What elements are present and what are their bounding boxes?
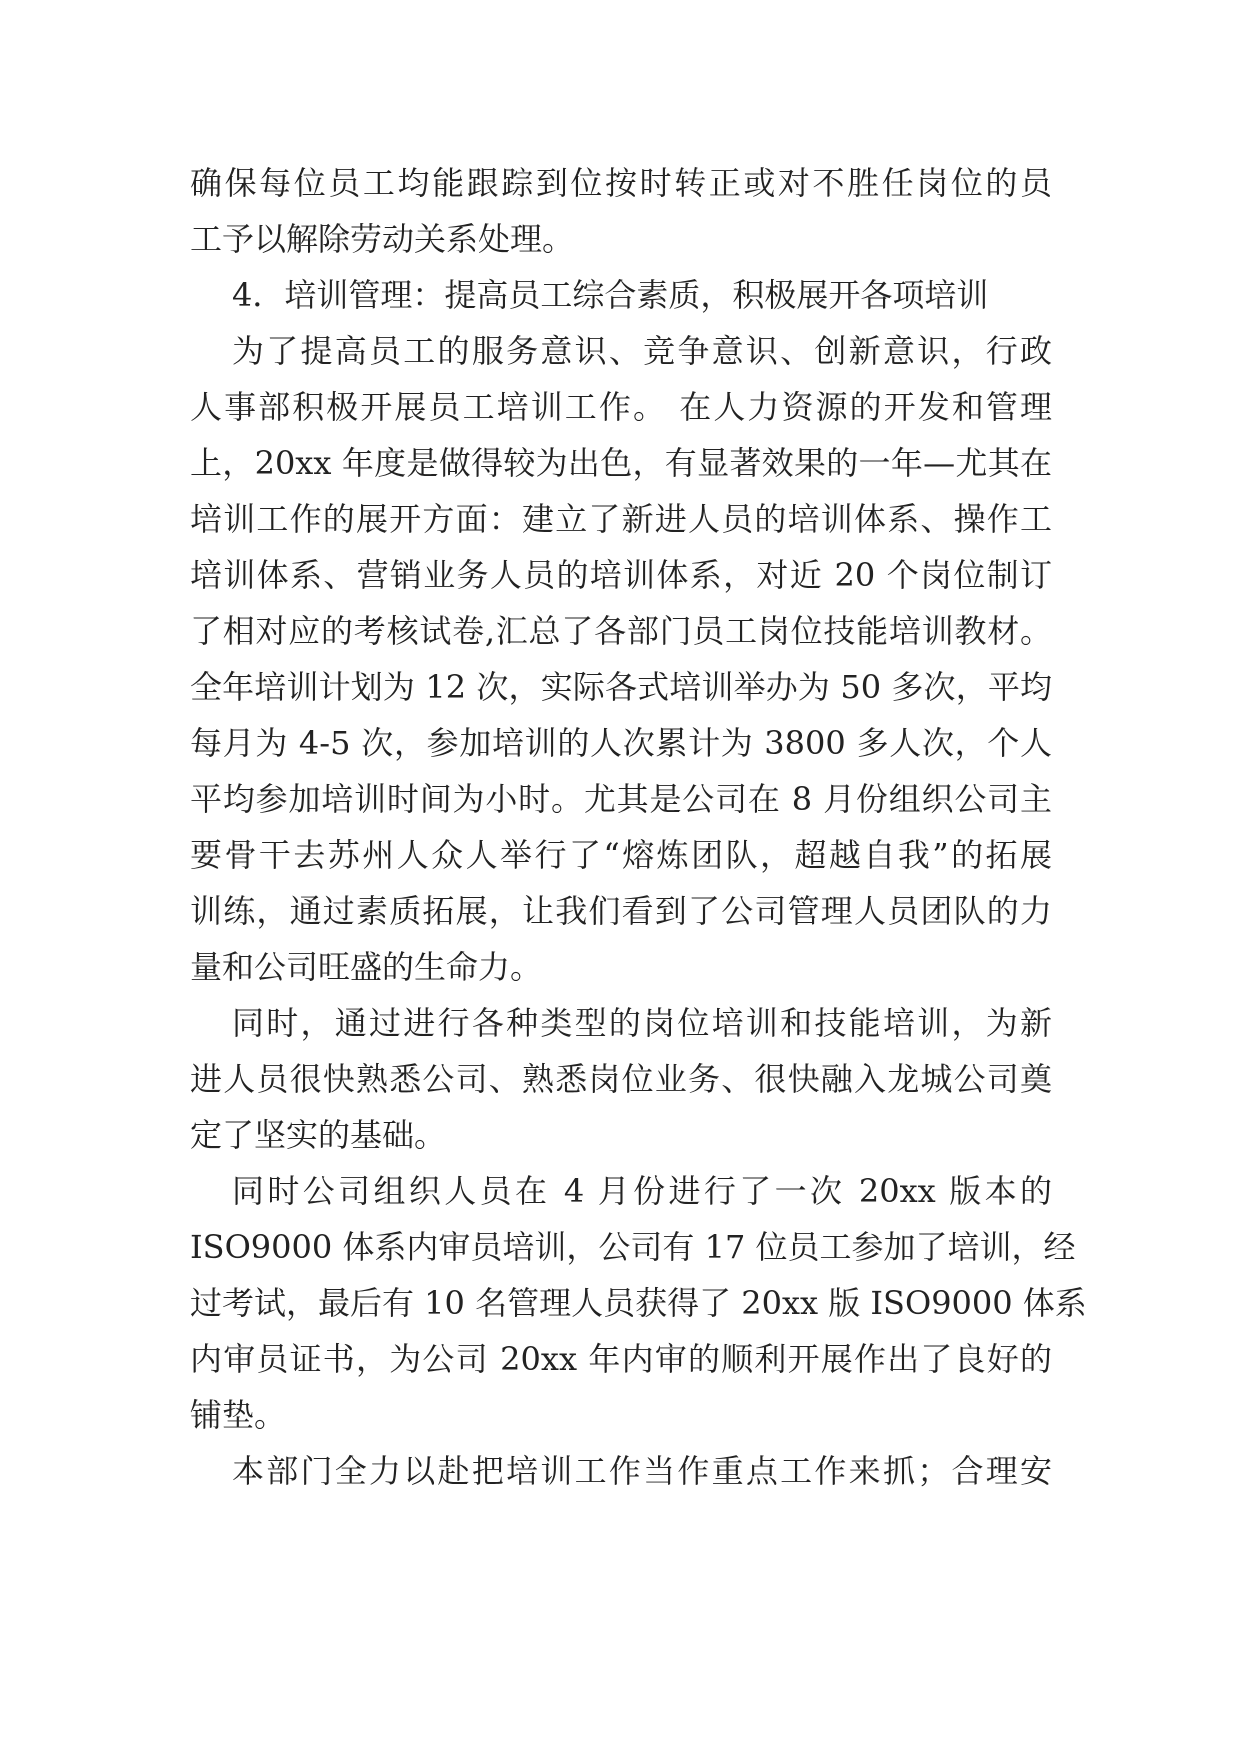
text-line: 训练，通过素质拓展，让我们看到了公司管理人员团队的力: [190, 892, 1052, 930]
section-heading: [190, 267, 1052, 323]
text-line: 进人员很快熟悉公司、熟悉岗位业务、很快融入龙城公司奠: [190, 1060, 1052, 1098]
text-line: 工予以解除劳动关系处理。: [190, 220, 575, 258]
text-line: 为了提高员工的服务意识、竞争意识、创新意识，行政: [232, 332, 1052, 370]
text-line: 铺垫。: [190, 1396, 287, 1434]
text-line: 过考试，最后有 10 名管理人员获得了 20xx 版 ISO9000 体系: [190, 1284, 1087, 1322]
text-line: 每月为 4-5 次，参加培训的人次累计为 3800 多人次，个人: [190, 724, 1052, 762]
text-line: 同时，通过进行各种类型的岗位培训和技能培训，为新: [232, 1004, 1052, 1042]
text-line: 确保每位员工均能跟踪到位按时转正或对不胜任岗位的员: [190, 164, 1052, 202]
text-line: 内审员证书，为公司 20xx 年内审的顺利开展作出了良好的: [190, 1340, 1052, 1378]
text-line: 了相对应的考核试卷,汇总了各部门员工岗位技能培训教材。: [190, 612, 1052, 650]
text-line: ISO9000 体系内审员培训，公司有 17 位员工参加了培训，经: [190, 1228, 1076, 1266]
paragraph-1: [190, 155, 1052, 267]
text-line: 定了坚实的基础。: [190, 1116, 447, 1154]
text-line: 平均参加培训时间为小时。尤其是公司在 8 月份组织公司主: [190, 780, 1052, 818]
text-line: 同时公司组织人员在 4 月份进行了一次 20xx 版本的: [232, 1172, 1052, 1210]
text-line: 4．培训管理：提高员工综合素质，积极展开各项培训: [232, 276, 989, 314]
text-line: 培训体系、营销业务人员的培训体系，对近 20 个岗位制订: [190, 556, 1052, 594]
text-line: 要骨干去苏州人众人举行了“熔炼团队，超越自我”的拓展: [190, 836, 1052, 874]
paragraph-4: [190, 995, 1052, 1163]
text-line: 本部门全力以赴把培训工作当作重点工作来抓；合理安: [232, 1452, 1052, 1490]
body-text: [190, 155, 1087, 1499]
paragraph-3: [190, 323, 1052, 995]
text-line: 量和公司旺盛的生命力。: [190, 948, 543, 986]
text-line: 人事部积极开展员工培训工作。 在人力资源的开发和管理: [190, 388, 1052, 426]
paragraph-5: [190, 1163, 1087, 1443]
text-line: 培训工作的展开方面：建立了新进人员的培训体系、操作工: [190, 500, 1052, 538]
text-line: 上，20xx 年度是做得较为出色，有显著效果的一年—尤其在: [190, 444, 1052, 482]
text-line: 全年培训计划为 12 次，实际各式培训举办为 50 多次，平均: [190, 668, 1052, 706]
paragraph-6: [190, 1443, 1052, 1499]
